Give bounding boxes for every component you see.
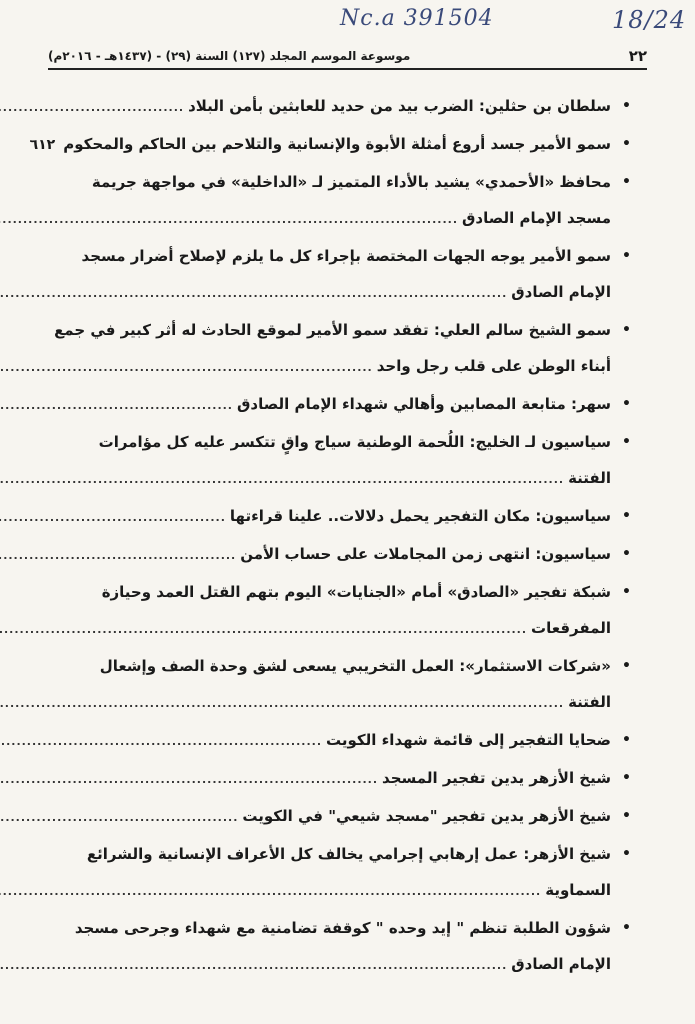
dot-leader	[0, 90, 184, 126]
toc-entry	[29, 126, 633, 164]
toc-entry-line	[58, 684, 611, 722]
toc-entry-title: • شيخ الأزهر: عمل إرهابي إجرامي يخالف كل الأعراف الإنسانية والشرائع	[86, 845, 611, 863]
dot-leader	[0, 612, 527, 648]
toc-entry	[58, 498, 633, 536]
dot-leader	[0, 874, 541, 910]
toc-entry-line	[58, 424, 611, 460]
toc-entry-title: • «شركات الاستثمار»: العمل التخريبي يسعى لشق وحدة الصف وإشعال	[99, 657, 611, 675]
dot-leader	[0, 462, 564, 498]
toc-entry	[58, 648, 633, 722]
toc-entry	[58, 574, 633, 648]
toc-entry-line	[58, 648, 611, 684]
toc-entry-title: • ضحايا التفجير إلى قائمة شهداء الكويت	[326, 731, 611, 749]
toc-entry-title: • سمو الشيخ سالم العلي: تفقد سمو الأمير لموقع الحادث له أثر كبير في جمع	[54, 321, 611, 339]
toc-entry-title: المفرقعات	[531, 619, 611, 637]
toc-entry-title: • سلطان بن حثلين: الضرب بيد من حديد للعابثين بأمن البلاد	[188, 97, 611, 115]
toc-entry-line	[58, 238, 611, 274]
toc-entry	[58, 910, 633, 984]
toc-entry	[58, 536, 633, 574]
toc-entry-title: • محافظ «الأحمدي» يشيد بالأداء المتميز لـ «الداخلية» في مواجهة جريمة	[91, 173, 611, 191]
table-of-contents	[29, 88, 633, 984]
toc-entry	[58, 424, 633, 498]
toc-entry	[58, 760, 633, 798]
toc-entry-title: • سهر: متابعة المصابين وأهالي شهداء الإمام الصادق	[236, 395, 611, 413]
dot-leader	[0, 762, 378, 798]
toc-entry-title: • شبكة تفجير «الصادق» أمام «الجنايات» اليوم بتهم القتل العمد وحيازة	[101, 583, 611, 601]
toc-entry-title: الإمام الصادق	[511, 283, 611, 301]
toc-entry-title: • شيخ الأزهر يدين تفجير "مسجد شيعي" في الكويت	[242, 807, 611, 825]
toc-entry-line	[58, 946, 611, 984]
dot-leader	[0, 388, 233, 424]
toc-entry-line	[58, 760, 611, 798]
toc-entry	[58, 798, 633, 836]
toc-entry-line	[58, 574, 611, 610]
toc-entry-title: • سياسيون: مكان التفجير يحمل دلالات.. علينا قراءتها	[229, 507, 611, 525]
page-number: ٢٢	[628, 47, 647, 65]
dot-leader	[0, 724, 322, 760]
toc-entry-title: • شؤون الطلبة تنظم " إيد وحده " كوقفة تضامنية مع شهداء وجرحى مسجد	[74, 919, 611, 937]
toc-entry-title: • سمو الأمير يوجه الجهات المختصة بإجراء كل ما يلزم لإصلاح أضرار مسجد	[81, 247, 611, 265]
toc-entry-line	[58, 88, 611, 126]
toc-entry-line	[58, 386, 611, 424]
dot-leader	[0, 350, 373, 386]
page-header	[48, 44, 647, 70]
toc-entry-line	[58, 274, 611, 312]
toc-entry	[54, 312, 633, 386]
toc-entry	[58, 836, 633, 910]
toc-entry-title: مسجد الإمام الصادق	[462, 209, 611, 227]
toc-entry-line	[58, 164, 611, 200]
handwritten-number: 18/24	[612, 6, 687, 34]
toc-entry-title: أبناء الوطن على قلب رجل واحد	[376, 357, 611, 375]
toc-entry-line	[58, 536, 611, 574]
toc-entry	[58, 238, 633, 312]
dot-leader	[0, 538, 236, 574]
toc-entry-line	[58, 872, 611, 910]
toc-entry-title: الإمام الصادق	[511, 955, 611, 973]
toc-page-number: ٦١٢	[29, 137, 56, 153]
toc-entry-line	[54, 312, 611, 348]
toc-entry-line	[58, 798, 611, 836]
toc-entry	[58, 164, 633, 238]
toc-entry-title: • سمو الأمير جسد أروع أمثلة الأبوة والإنسانية والتلاحم بين الحاكم والمحكوم	[63, 135, 611, 153]
toc-entry	[58, 386, 633, 424]
dot-leader	[0, 276, 507, 312]
dot-leader	[0, 800, 238, 836]
toc-entry-line	[58, 836, 611, 872]
toc-entry-line	[58, 910, 611, 946]
toc-entry-title: • شيخ الأزهر يدين تفجير المسجد	[382, 769, 611, 787]
handwritten-reference: Nc.a 391504	[340, 6, 494, 31]
toc-entry-title: الفتنة	[568, 693, 611, 711]
running-title: موسوعة الموسم المجلد (١٢٧) السنة (٢٩) - (١٤٣٧هـ - ٢٠١٦م)	[48, 49, 411, 63]
toc-entry-line	[58, 722, 611, 760]
toc-entry-title: • سياسيون: انتهى زمن المجاملات على حساب الأمن	[240, 545, 611, 563]
toc-entry	[58, 722, 633, 760]
toc-entry-line	[58, 610, 611, 648]
toc-entry-line	[58, 498, 611, 536]
toc-entry-line	[29, 126, 611, 164]
dot-leader	[0, 686, 564, 722]
toc-entry-line	[58, 200, 611, 238]
toc-entry-line	[58, 348, 611, 386]
toc-entry	[58, 88, 633, 126]
dot-leader	[0, 202, 458, 238]
dot-leader	[0, 500, 226, 536]
toc-entry-title: الفتنة	[568, 469, 611, 487]
toc-entry-title: السماوية	[545, 881, 611, 899]
toc-entry-line	[58, 460, 611, 498]
toc-entry-title: • سياسيون لـ الخليج: اللُحمة الوطنية سياج واقٍ تتكسر عليه كل مؤامرات	[98, 433, 611, 451]
dot-leader	[0, 948, 507, 984]
